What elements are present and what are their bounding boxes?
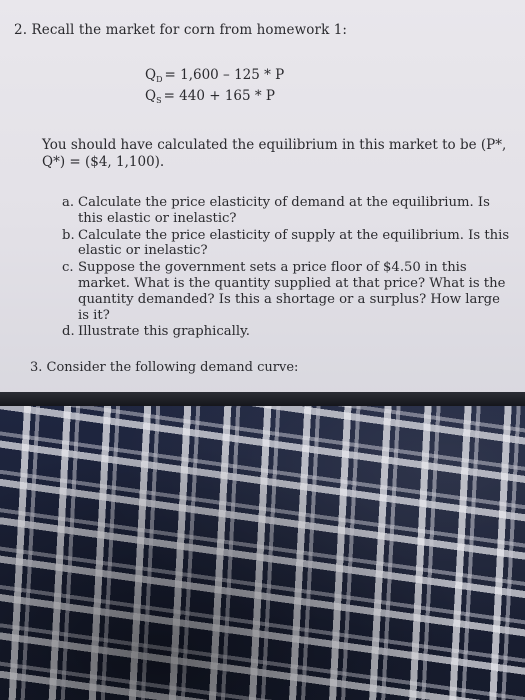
task-item-d: [62, 324, 512, 340]
supply-equation: [145, 88, 275, 105]
task-text: Calculate the price elasticity of supply at the equilibrium. Is this elastic or inelastic?: [78, 227, 510, 259]
question-3-heading: 3. Consider the following demand curve:: [30, 360, 299, 375]
equilibrium-paragraph: You should have calculated the equilibrium in this market to be (P*, Q*) = ($4, 1,100).: [42, 137, 507, 170]
task-marker: d.: [62, 324, 75, 340]
task-text: Calculate the price elasticity of demand at the equilibrium. Is this elastic or inelastic?: [78, 195, 490, 226]
task-list: [62, 195, 512, 341]
demand-equation-subscript: D: [156, 75, 163, 84]
task-text: Suppose the government sets a price floor of $4.50 in this market. What is the quantity supplied at that price? What is the quantity demanded? Is this a shortage or a surplus? How large is it?: [78, 260, 506, 323]
supply-equation-symbol: Q: [145, 88, 157, 104]
task-item-b: [62, 228, 512, 260]
supply-equation-subscript: S: [156, 96, 162, 105]
demand-equation-symbol: Q: [145, 67, 157, 83]
fabric-shadow-overlay: [0, 406, 525, 700]
task-marker: a.: [62, 195, 75, 210]
task-item-c: [62, 260, 512, 323]
task-item-a: [62, 195, 512, 227]
task-marker: b.: [62, 227, 75, 243]
demand-equation-rhs: = 1,600 – 125 * P: [164, 67, 285, 83]
monitor-bezel: [0, 392, 525, 406]
supply-equation-rhs: = 440 + 165 * P: [163, 88, 276, 104]
demand-equation: [145, 67, 284, 84]
task-marker: c.: [62, 260, 74, 276]
task-text: Illustrate this graphically.: [78, 324, 250, 340]
question-2-heading: 2. Recall the market for corn from homework 1:: [14, 22, 348, 38]
